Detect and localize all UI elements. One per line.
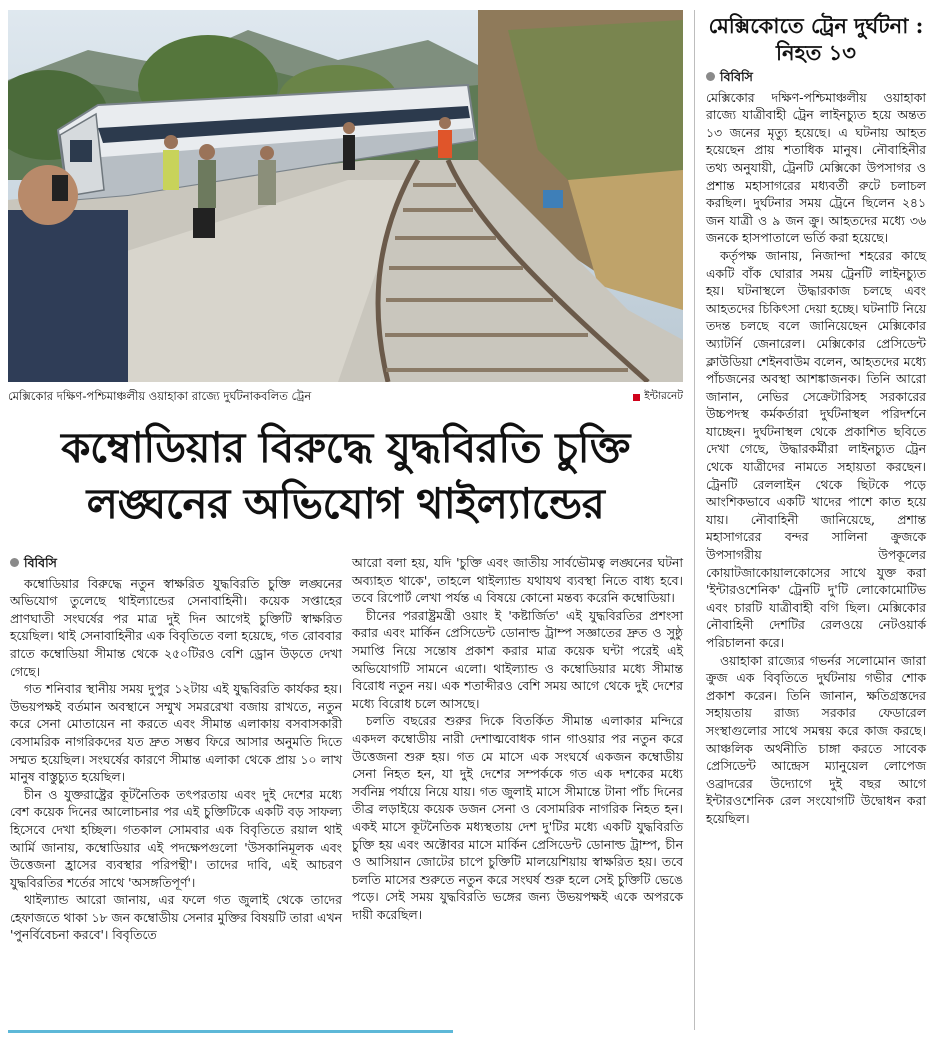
photo-credit xyxy=(633,389,683,406)
main-article-byline xyxy=(10,554,342,572)
photo-caption-row xyxy=(8,386,683,408)
bullet-dot-icon xyxy=(10,558,19,567)
main-headline-line-1: কম্বোডিয়ার বিরুদ্ধে যুদ্ধবিরতি চুক্তি xyxy=(61,423,630,472)
main-article-paragraph: চীনের পররাষ্ট্রমন্ত্রী ওয়াং ই 'কষ্টার্জিত' এই যুদ্ধবিরতির প্রশংসা করার এবং মার্কিন প্রেসিডেন্ট ডোনাল্ড ট্রাম্প সজ্ঞাতের দ্রুত ও সুষ্ঠু সমাপ্তি নিয়ে সন্তোষ প্রকাশ করার মাত্র কয়েক ঘন্টা পরেই এই অভিযোগটি সামনে এলো। থাইল্যান্ড ও কম্বোডিয়ার মধ্যে সীমান্ত বিরোধ নতুন নয়। এক শতাব্দীরও বেশি সময় আগে থেকে দুই দেশের মধ্যে বিরোধ চলে আসছে। xyxy=(352,607,683,711)
main-headline xyxy=(8,420,683,532)
main-article-paragraph: গত শনিবার স্থানীয় সময় দুপুর ১২টায় এই যুদ্ধবিরতি কার্যকর হয়। উভয়পক্ষই বর্তমান অবস্থানে সম্মুখ সমররেখা বজায় রাখতে, নতুন করে সেনা মোতায়েন না করতে এবং সীমান্ত এলাকায় বসবাসকারী বেসামরিক নাগরিকদের যত দ্রুত সম্ভব ফিরে আসার অনুমতি দিতে সম্মত হয়েছিল। সংঘর্ষের কারণে সীমান্ত এলাকা থেকে প্রায় ১০ লাখ মানুষ বাস্তুচ্যুত হয়েছিল। xyxy=(10,681,342,785)
photo-credit-text: ইন্টারনেট xyxy=(644,389,683,402)
main-article-column-2 xyxy=(352,554,683,923)
side-article-paragraph: মেক্সিকোর দক্ষিণ-পশ্চিমাঞ্চলীয় ওয়াহাকা রাজ্যে যাত্রীবাহী ট্রেন লাইনচ্যুত হয়ে অন্তত ১৩ জনের মৃত্যু হয়েছে। এ ঘটনায় আহত হয়েছেন প্রায় শতাধিক মানুষ। নৌবাহিনীর তথ্য অনুযায়ী, ট্রেনটি মেক্সিকো উপসাগর ও প্রশান্ত মহাসাগরের মধ্যবর্তী রুটে চলাচল করছিল। দুর্ঘটনার সময় ট্রেনে ছিলেন ২৪১ জন যাত্রী ও ৯ জন ক্রু। আহতদের মধ্যে ৩৬ জনকে হাসপাতালে ভর্তি করা হয়েছে। xyxy=(706,89,926,246)
main-article-paragraph: থাইল্যান্ড আরো জানায়, এর ফলে গত জুলাই থেকে তাদের হেফাজতে থাকা ১৮ জন কম্বোডীয় সেনার মুক্তির বিষয়টি তারা এখন 'পুনর্বিবেচনা করবে'। বিবৃতিতে xyxy=(10,892,342,943)
credit-marker-icon xyxy=(633,394,640,401)
photo-caption: মেক্সিকোর দক্ষিণ-পশ্চিমাঞ্চলীয় ওয়াহাকা রাজ্যে দুর্ঘটনাকবলিত ট্রেন xyxy=(8,388,312,403)
side-article-body xyxy=(706,68,926,828)
bullet-dot-icon xyxy=(706,72,715,81)
bottom-accent-rule xyxy=(8,1030,453,1033)
main-article-paragraph: আরো বলা হয়, যদি 'চুক্তি এবং জাতীয় সার্বভৌমত্ব লঙ্ঘনের ঘটনা অব্যাহত থাকে', তাহলে থাইল্যান্ড যথাযথ ব্যবস্থা নিতে বাধ্য হবে। তবে রিপোর্ট লেখা পর্যন্ত এ বিষয়ে কোনো মন্তব্য করেনি কম্বোডিয়া। xyxy=(352,555,683,606)
derailed-train-illustration xyxy=(8,10,683,382)
column-divider xyxy=(694,10,695,1030)
train-label: MARINA xyxy=(148,125,189,135)
main-article-source: বিবিসি xyxy=(24,555,57,570)
side-article-byline xyxy=(706,68,926,86)
main-article-paragraph: চলতি বছরের শুরুর দিকে বিতর্কিত সীমান্ত এলাকার মন্দিরে একদল কম্বোডীয় নারী দেশাত্মবোধক গান গাওয়ার পর নতুন করে উত্তেজনা শুরু হয়। গত মে মাসে এক সংঘর্ষে একজন কম্বোডীয় সেনা নিহত হন, যা দুই দেশের সম্পর্ককে গত এক দশকের মধ্যে সর্বনিম্ন পর্যায়ে নিয়ে যায়। গত জুলাই মাসে সীমান্তে টানা পাঁচ দিনের তীব্র লড়াইয়ে কয়েক ডজন সেনা ও বেসামরিক নাগরিক নিহত হন। একই মাসে কূটনৈতিক মধ্যস্থতায় দেশ দু'টির মধ্যে একটি যুদ্ধবিরতি চুক্তি হয় এবং অক্টোবর মাসে মার্কিন প্রেসিডেন্ট ডোনাল্ড ট্রাম্প, চীন ও আসিয়ান জোটের চাপে চুক্তিটি মালয়েশিয়ায় স্বাক্ষরিত হয়। তবে চলতি মাসের শুরুতে নতুন করে সংঘর্ষ শুরু হলে সেই চুক্তিটি ভেঙে পড়ে। সেই সময় যুদ্ধবিরতি ভঙ্গের জন্য উভয়পক্ষই একে অপরকে দায়ী করেছিল। xyxy=(352,713,683,922)
main-article-column-1 xyxy=(10,554,342,944)
main-article-paragraph: কম্বোডিয়ার বিরুদ্ধে নতুন স্বাক্ষরিত যুদ্ধবিরতি চুক্তি লঙ্ঘনের অভিযোগ তুলেছে থাইল্যান্ডের সেনাবাহিনী। কয়েক সপ্তাহের প্রাণঘাতী সংঘর্ষের পর মাত্র দুই দিন আগেই চুক্তিটি স্বাক্ষরিত হয়েছিল। থাই সেনাবাহিনীর এক বিবৃতিতে বলা হয়েছে, গত রোববার রাতে কম্বোডিয়া সীমান্ত থেকে ২৫০টিরও বেশি ড্রোন উড়তে দেখা গেছে। xyxy=(10,575,342,679)
side-article-paragraph: কর্তৃপক্ষ জানায়, নিজান্দা শহরের কাছে একটি বাঁক ঘোরার সময় ট্রেনটি লাইনচ্যুত হয়। ঘটনাস্থলে উদ্ধারকাজ চলছে এবং আহতদের চিকিৎসা দেয়া হচ্ছে। ঘটনাটি নিয়ে তদন্ত চলছে বলে জানিয়েছেন মেক্সিকোর অ্যাটর্নি জেনারেল। মেক্সিকোর প্রেসিডেন্ট ক্লাউডিয়া শেইনবাউম বলেন, আহতদের মধ্যে পাঁচজনের অবস্থা আশঙ্কাজনক। তিনি আরো জানান, নেভির সেক্রেটারিসহ সরকারের উচ্চপদস্থ কর্মকর্তারা দুর্ঘটনাস্থল পরিদর্শনে যাচ্ছেন। দুর্ঘটনাস্থল থেকে প্রকাশিত ছবিতে দেখা গেছে, উদ্ধারকর্মীরা লাইনচ্যুত ট্রেন থেকে যাত্রীদের নামতে সহায়তা করছেন। ট্রেনটি রেললাইন থেকে ছিটকে পড়ে আংশিকভাবে একটি খাদের পাশে কাত হয়ে যায়। নৌবাহিনী জানিয়েছে, প্রশান্ত মহাসাগরের বন্দর সালিনা ক্রুজকে উপসাগরীয় উপকূলের কোয়াটজাকোয়ালকোসের সাথে যুক্ত করা 'ইন্টারওশেনিক' ট্রেনটি দু'টি লোকোমোটিভ এবং চারটি যাত্রীবাহী বগি ছিল। মেক্সিকোর নৌবাহিনী দেশটির রেলওয়ে নেটওয়ার্ক পরিচালনা করে। xyxy=(706,247,926,650)
side-article-paragraph: ওয়াহাকা রাজ্যের গভর্নর সলোমোন জারা ক্রুজ এক বিবৃতিতে দুর্ঘটনায় গভীর শোক প্রকাশ করেন। তিনি জানান, ক্ষতিগ্রস্তদের সহায়তায় রাজ্য সরকার ফেডারেল সংস্থাগুলোর সাথে সমন্বয় করে কাজ করছে। আঞ্চলিক অর্থনীতি চাঙ্গা করতে সাবেক প্রেসিডেন্ট আন্দ্রেস ম্যানুয়েল লোপেজ ওব্রাদরের উদ্যোগে দুই বছর আগে ইন্টারওশেনিক রেল সংযোগটি উদ্বোধন করা হয়েছিল। xyxy=(706,652,926,826)
main-article-paragraph: চীন ও যুক্তরাষ্ট্রের কূটনৈতিক তৎপরতায় এবং দুই দেশের মধ্যে বেশ কয়েক দিনের আলোচনার পর এই চুক্তিটিকে একটি বড় সাফল্য হিসেবে দেখা হচ্ছিল। গতকাল সোমবার এক বিবৃতিতে রয়াল থাই আর্মি জানায়, কম্বোডিয়ার এই পদক্ষেপগুলো 'উসকানিমূলক এবং উত্তেজনা হ্রাসের ব্যবস্থার পরিপন্থী'। তাদের দাবি, এই আচরণ যুদ্ধবিরতির শর্তের সাথে 'অসঙ্গতিপূর্ণ'। xyxy=(10,786,342,890)
news-photo xyxy=(8,10,683,382)
main-headline-line-2: লঙ্ঘনের অভিযোগ থাইল্যান্ডের xyxy=(86,479,605,528)
side-article-source: বিবিসি xyxy=(720,69,753,84)
side-article-headline: মেক্সিকোতে ট্রেন দুর্ঘটনা : নিহত ১৩ xyxy=(708,13,924,65)
